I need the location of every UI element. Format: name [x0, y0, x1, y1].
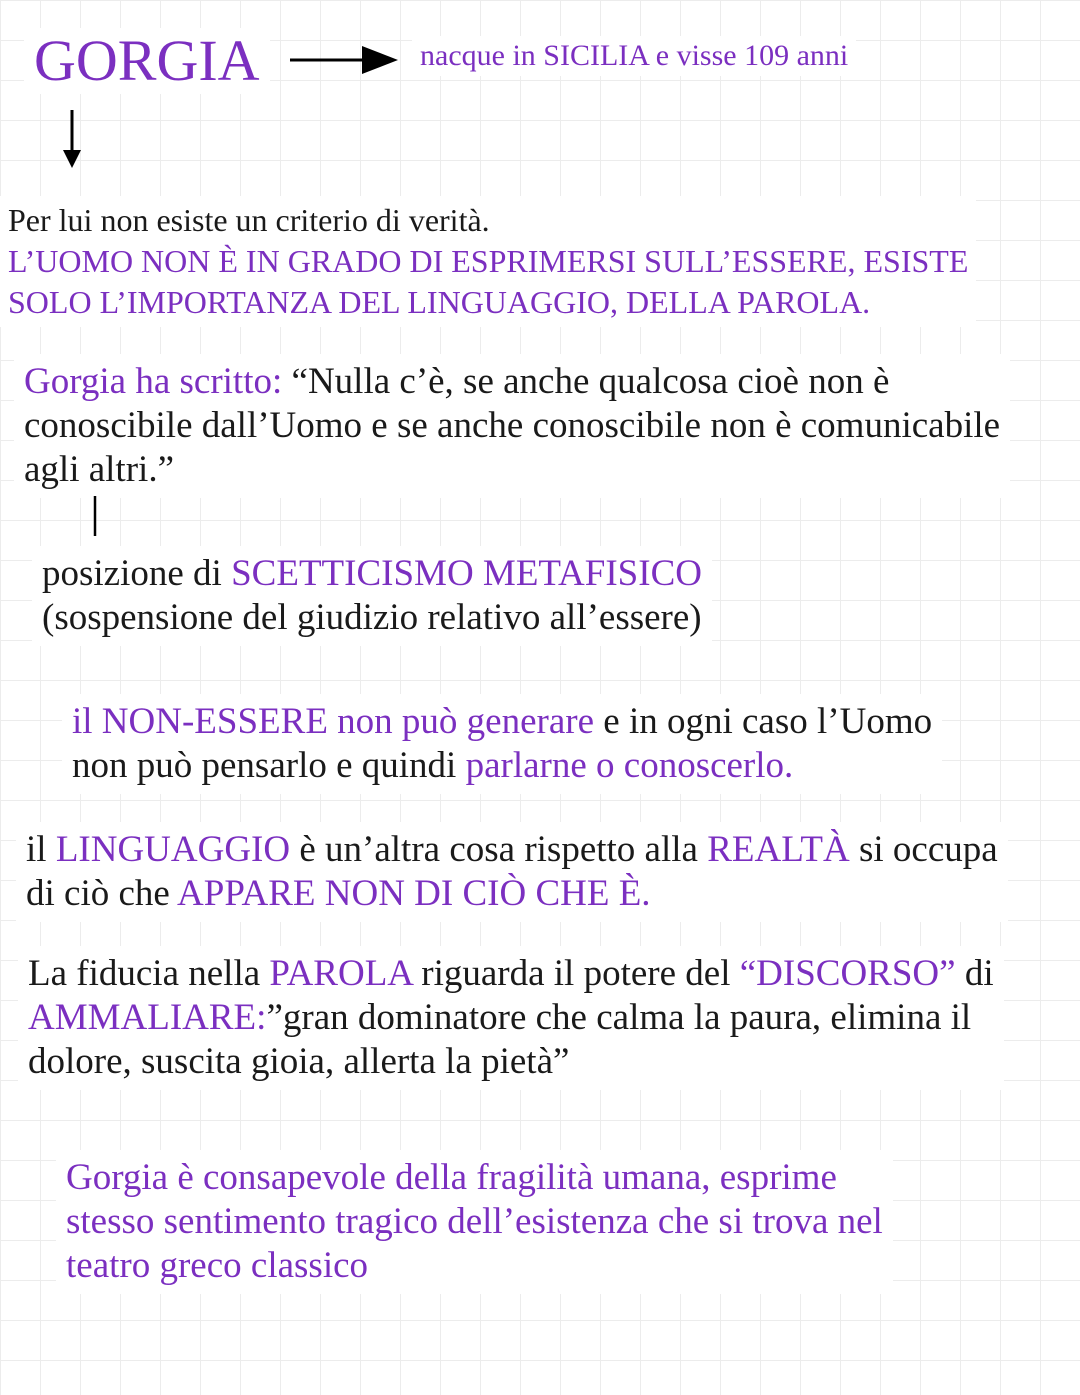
language-text-1: il — [26, 829, 56, 870]
page-title: GORGIA — [24, 28, 270, 94]
quote-line-3: agli altri.” — [24, 449, 174, 490]
birth-note: nacque in SICILIA e visse 109 anni — [412, 36, 856, 76]
thesis-line-2: SOLO L’IMPORTANZA DEL LINGUAGGIO, DELLA PAROLA. — [8, 284, 871, 320]
non-being-text-2: non può pensarlo e quindi — [72, 745, 466, 786]
reality-term: REALTÀ — [707, 829, 850, 870]
non-being-block — [62, 694, 942, 794]
quote-line-1: “Nulla c’è, se anche qualcosa cioè non è — [291, 361, 890, 402]
non-being-highlight: parlarne o conoscerlo. — [465, 745, 794, 786]
down-arrow-icon — [60, 110, 84, 172]
language-text-2: è un’altra cosa rispetto alla — [290, 829, 708, 870]
word-term: PAROLA — [269, 953, 412, 994]
fragility-block — [56, 1150, 893, 1294]
language-text-4: di ciò che — [26, 873, 178, 914]
non-being-claim: il NON-ESSERE non può generare — [72, 701, 595, 742]
language-term: LINGUAGGIO — [55, 829, 291, 870]
enchant-term: AMMALIARE: — [28, 997, 267, 1038]
skepticism-term: SCETTICISMO METAFISICO — [231, 553, 702, 594]
skepticism-prefix: posizione di — [42, 553, 232, 594]
word-block — [18, 946, 1004, 1090]
word-text-1: La fiducia nella — [28, 953, 270, 994]
right-arrow-icon — [290, 40, 400, 80]
truth-criterion-block — [0, 196, 976, 327]
fragility-line-1: Gorgia è consapevole della fragilità umana, esprime — [66, 1157, 837, 1198]
truth-criterion-text: Per lui non esiste un criterio di verità. — [8, 202, 490, 238]
non-being-text-1: e in ogni caso l’Uomo — [594, 701, 933, 742]
appearance-term: APPARE NON DI CIÒ CHE È. — [177, 873, 651, 914]
discourse-term: “DISCORSO” — [739, 953, 956, 994]
quote-line-2: conoscibile dall’Uomo e se anche conoscibile non è comunicabile — [24, 405, 1001, 446]
skepticism-block — [32, 546, 712, 646]
language-text-3: si occupa — [849, 829, 998, 870]
language-block — [16, 822, 1008, 922]
thesis-line-1: L’UOMO NON È IN GRADO DI ESPRIMERSI SULL’ESSERE, ESISTE — [8, 243, 969, 279]
quote-block — [14, 354, 1010, 498]
word-quote-1: ”gran dominatore che calma la paura, elimina il — [266, 997, 972, 1038]
fragility-line-2: stesso sentimento tragico dell’esistenza che si trova nel — [66, 1201, 883, 1242]
word-text-3: di — [955, 953, 994, 994]
word-quote-2: dolore, suscita gioia, allerta la pietà” — [28, 1041, 570, 1082]
skepticism-definition: (sospensione del giudizio relativo all’essere) — [42, 597, 702, 638]
fragility-line-3: teatro greco classico — [66, 1245, 369, 1286]
connector-line-icon — [92, 496, 98, 538]
word-text-2: riguarda il potere del — [412, 953, 740, 994]
quote-intro: Gorgia ha scritto: — [24, 361, 292, 402]
